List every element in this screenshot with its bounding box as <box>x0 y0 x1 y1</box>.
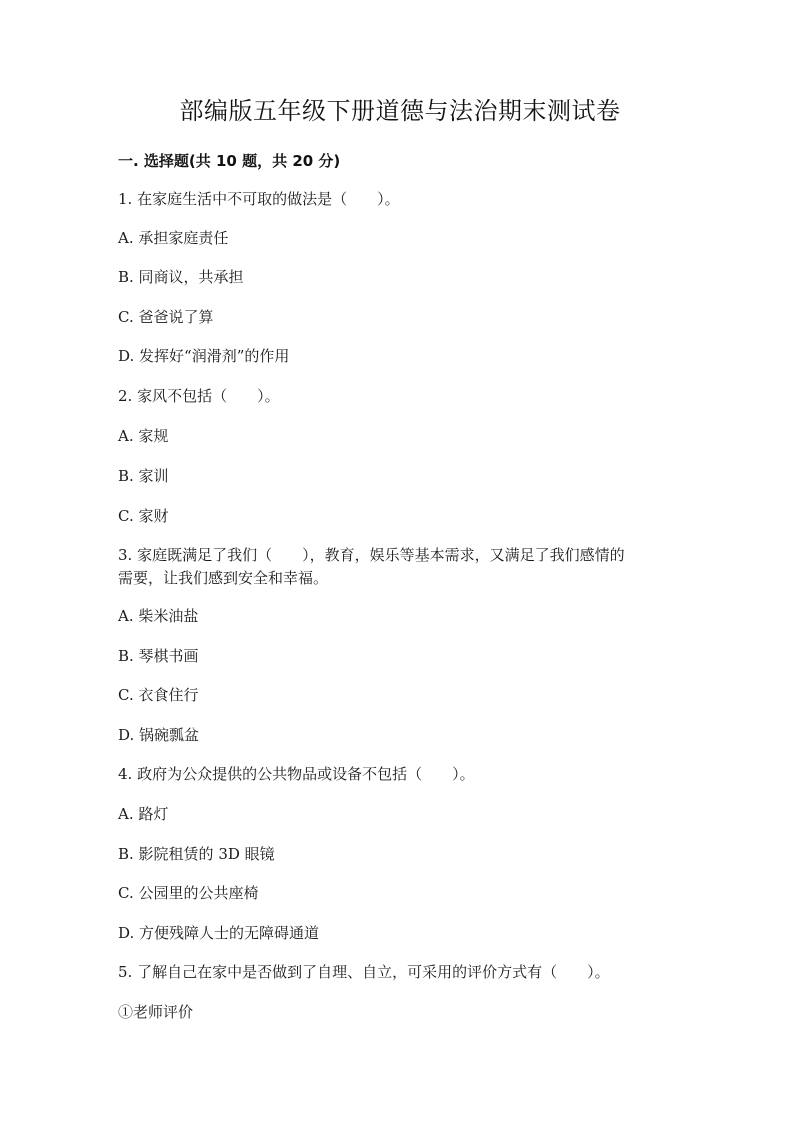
question-5-stem: 5. 了解自己在家中是否做到了自理、自立，可采用的评价方式有（ ）。 <box>118 963 610 981</box>
question-4-stem: 4. 政府为公众提供的公共物品或设备不包括（ ）。 <box>118 765 475 783</box>
question-3-option-c: C. 衣食住行 <box>118 686 199 704</box>
question-2-option-b: B. 家训 <box>118 467 169 485</box>
question-3-option-a: A. 柴米油盐 <box>118 607 199 625</box>
question-2-stem: 2. 家风不包括（ ）。 <box>118 387 280 405</box>
question-2-option-a: A. 家规 <box>118 427 169 445</box>
page-title: 部编版五年级下册道德与法治期末测试卷 <box>179 97 621 125</box>
question-4-option-c: C. 公园里的公共座椅 <box>118 884 259 902</box>
question-4-option-a: A. 路灯 <box>118 805 169 823</box>
question-1-option-c: C. 爸爸说了算 <box>118 308 214 326</box>
question-1-option-b: B. 同商议，共承担 <box>118 268 244 286</box>
section-heading: 一. 选择题(共 10 题，共 20 分) <box>118 152 341 170</box>
question-4-option-b: B. 影院租赁的 3D 眼镜 <box>118 845 275 863</box>
question-1-option-d: D. 发挥好“润滑剂”的作用 <box>118 347 290 365</box>
question-3-stem-line1: 3. 家庭既满足了我们（ ），教育，娱乐等基本需求，又满足了我们感情的 <box>118 546 625 564</box>
question-3-option-d: D. 锅碗瓢盆 <box>118 726 200 744</box>
question-4-option-d: D. 方便残障人士的无障碍通道 <box>118 924 320 942</box>
question-1-stem: 1. 在家庭生活中不可取的做法是（ ）。 <box>118 190 400 208</box>
question-3-stem-line2: 需要，让我们感到安全和幸福。 <box>118 569 329 587</box>
question-5-option-1: ①老师评价 <box>118 1003 194 1021</box>
question-1-option-a: A. 承担家庭责任 <box>118 229 229 247</box>
question-2-option-c: C. 家财 <box>118 507 169 525</box>
question-3-option-b: B. 琴棋书画 <box>118 647 199 665</box>
